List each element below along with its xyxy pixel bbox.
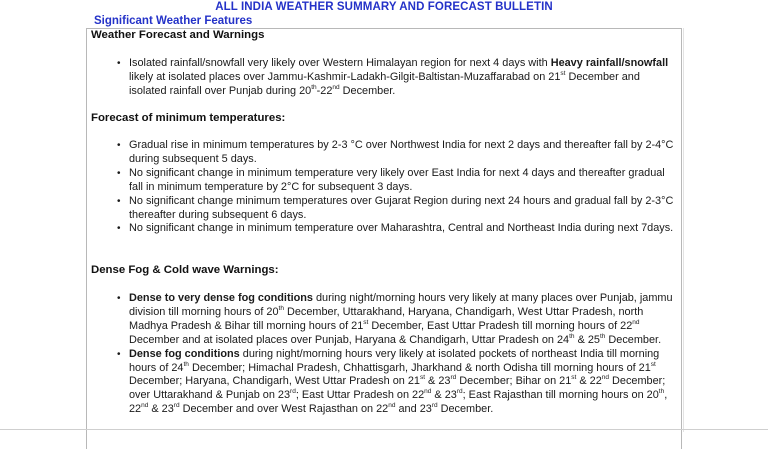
text: December; Haryana, Chandigarh, West Uttar Pradesh on 21: [129, 375, 420, 388]
ordinal-suffix: rd: [456, 388, 463, 396]
text: December.: [339, 84, 396, 97]
ordinal-suffix: th: [658, 388, 665, 396]
heading-weather-forecast-warnings: Weather Forecast and Warnings: [91, 29, 265, 41]
text: & 23: [425, 375, 451, 388]
text: December.: [437, 403, 494, 416]
list-item: [114, 57, 680, 99]
text: and 23: [395, 403, 432, 416]
ordinal-suffix: st: [419, 374, 426, 382]
text: December, Uttarakhand, Haryana, Chandigarh, West Uttar Pradesh, north Madhya Pradesh & Bihar till morning hours of 21: [129, 305, 644, 332]
text: December and isolated rainfall over Punjab during 20: [129, 70, 640, 97]
ordinal-suffix: th: [599, 332, 606, 340]
text: likely at isolated places over Jammu-Kashmir-Ladakh-Gilgit-Baltistan-Muzaffarabad on 21: [129, 70, 561, 83]
text: December; Bihar on 21: [456, 375, 572, 388]
ordinal-suffix: nd: [141, 402, 149, 410]
ordinal-suffix: st: [650, 360, 656, 368]
text: December.: [605, 333, 662, 346]
ordinal-suffix: th: [311, 83, 317, 91]
text: December and at isolated places over Punjab, Haryana & Chandigarh, Uttar Pradesh on 24: [129, 333, 570, 346]
text: during night/morning hours very likely at isolated pockets of northeast India till morning hours of 24: [129, 347, 660, 374]
list-item: [114, 348, 680, 418]
text: ; East Rajasthan till morning hours on 20: [462, 389, 659, 402]
text: December and over West Rajasthan on 22: [179, 403, 389, 416]
text: -22: [316, 84, 333, 97]
section-subtitle: Significant Weather Features: [94, 15, 253, 27]
heading-minimum-temperatures: Forecast of minimum temperatures:: [91, 112, 286, 124]
ordinal-suffix: th: [569, 332, 575, 340]
list-item: • Gradual rise in minimum temperatures by 2-3 °C over Northwest India for next 2 days and thereafter fall by 2-4°C during subsequent 5 days.: [114, 139, 680, 167]
text: & 25: [574, 333, 600, 346]
emphasis-text: Dense to very dense fog conditions: [129, 292, 313, 304]
list-item: • No significant change minimum temperatures over Gujarat Region during next 24 hours and gradual fall by 2-3°C thereafter during subsequent 6 days.: [114, 195, 680, 223]
list-item: • No significant change in minimum temperature over Maharashtra, Central and Northeast India during next 7days.: [114, 222, 680, 236]
ordinal-suffix: st: [571, 374, 577, 382]
ordinal-suffix: rd: [431, 402, 438, 410]
text: December; over Uttarakhand & Punjab on 23: [129, 375, 666, 402]
min-temp-list: [114, 139, 680, 236]
text: December; Himachal Pradesh, Chhattisgarh, Jharkhand & north Odisha till morning hours of 21: [188, 361, 651, 374]
ordinal-suffix: nd: [388, 402, 396, 410]
bulletin-title: ALL INDIA WEATHER SUMMARY AND FORECAST BULLETIN: [215, 1, 553, 13]
page-bottom-divider: [0, 429, 768, 430]
text: ; East Uttar Pradesh on 22: [295, 389, 425, 402]
ordinal-suffix: rd: [450, 374, 457, 382]
list-item: • No significant change in minimum temperature very likely over East India for next 4 days and thereafter gradual fall in minimum temperature by 2°C for subsequent 3 days.: [114, 167, 680, 195]
ordinal-suffix: rd: [173, 402, 180, 410]
text: , 22: [129, 389, 668, 416]
weather-warnings-list: [114, 57, 680, 99]
ordinal-suffix: nd: [332, 83, 340, 91]
text: & 23: [431, 389, 457, 402]
text: December, East Uttar Pradesh till morning hours of 22: [368, 319, 633, 332]
text: during night/morning hours very likely at many places over Punjab, jammu division till morning hours of 20: [129, 292, 673, 318]
text: & 23: [148, 403, 174, 416]
emphasis-text: Heavy rainfall/snowfall: [550, 57, 669, 69]
ordinal-suffix: th: [183, 360, 189, 368]
list-item: [114, 292, 680, 348]
ordinal-suffix: rd: [290, 388, 296, 396]
ordinal-suffix: th: [278, 304, 284, 312]
ordinal-suffix: nd: [632, 318, 640, 326]
ordinal-suffix: st: [560, 69, 566, 77]
ordinal-suffix: nd: [601, 374, 610, 382]
emphasis-text: Dense fog conditions: [129, 347, 240, 360]
fog-warnings-list: [114, 292, 680, 417]
page-edge-divider: [683, 28, 684, 432]
heading-fog-cold-wave: Dense Fog & Cold wave Warnings:: [91, 264, 279, 276]
text: Isolated rainfall/snowfall very likely over Western Himalayan region for next 4 days with: [129, 57, 551, 69]
ordinal-suffix: nd: [424, 388, 432, 396]
text: & 22: [576, 375, 602, 388]
ordinal-suffix: st: [363, 318, 369, 326]
